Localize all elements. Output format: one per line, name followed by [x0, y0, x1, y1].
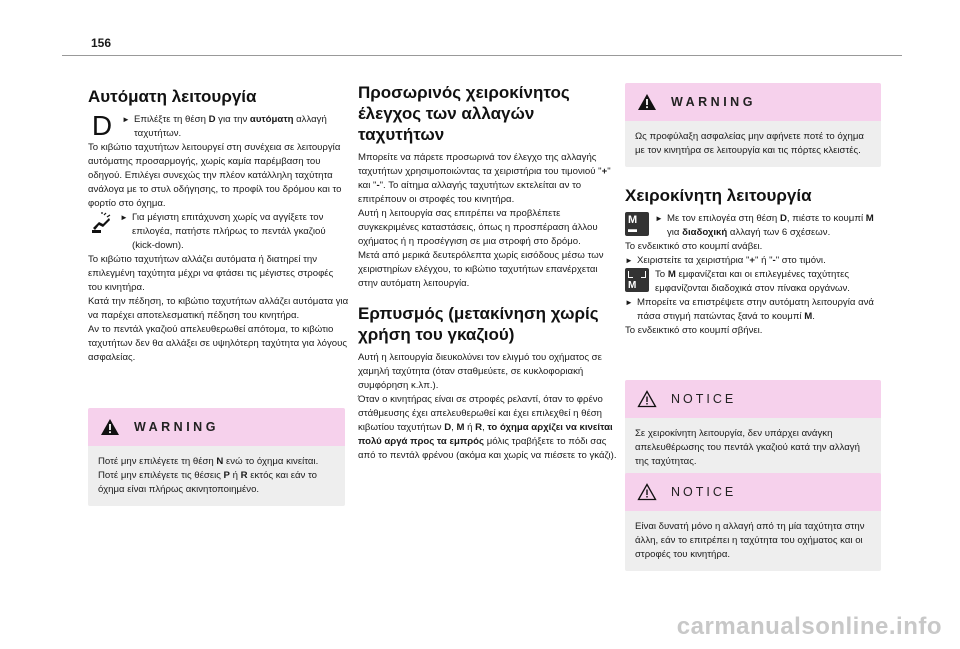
warning-label: WARNING — [134, 420, 219, 434]
paragraph-adaptive: Το κιβώτιο ταχυτήτων λειτουργεί στη συνέχεια σε λειτουργία αυτόματης προσαρμογής, χωρίς καμία παρέμβαση του οδηγού. Επιλέγει συνεχώς την πλέον κατάλληλη ταχύτητα ανάλογα με το στυλ οδήγησης, το προφίλ του δρόμου και το φορτίο στο όχημα. — [88, 142, 342, 209]
text-fragment: εκτός και εάν το όχημα είναι πλήρως ακινητοποιημένο. — [98, 470, 318, 495]
paragraph-gearbox-hold: Το κιβώτιο ταχυτήτων αλλάζει αυτόματα ή διατηρεί την επιλεγμένη ταχύτητα μέχρι να φτάσει τις μέγιστες στροφές του κινητήρα. — [88, 254, 334, 293]
text-fragment: Με τον επιλογέα στη θέση — [667, 213, 780, 224]
text-fragment: " και " — [358, 166, 611, 191]
warning-triangle-icon — [100, 418, 120, 436]
text-fragment: Μπορείτε να επιστρέψετε στην αυτόματη λειτουργία ανά πάσα στιγμή πατώντας ξανά το κουμπί — [637, 297, 874, 322]
notice-triangle-icon — [637, 390, 657, 408]
pedal-foot-icon — [88, 211, 114, 237]
text-bold: διαδοχική — [682, 227, 728, 238]
text-fragment: Επιλέξτε τη θέση — [134, 114, 209, 125]
text-bold: το όχημα αρχίζει να κινείται πολύ αργά προς τα εμπρός — [358, 422, 613, 447]
m-display-text — [655, 268, 887, 296]
column-temporary-manual — [358, 82, 620, 463]
text-fragment: για την — [215, 114, 250, 125]
text-bold: M — [804, 311, 813, 322]
text-fragment: ή — [464, 422, 476, 433]
text-bold: αυτόματη — [249, 114, 294, 125]
text-fragment: ενώ το όχημα κινείται. Ποτέ μην επιλέγετε τις θέσεις — [98, 456, 319, 481]
text-bold: + — [749, 255, 756, 266]
section-title-manual-mode: Χειροκίνητη λειτουργία — [625, 186, 812, 205]
warning-label: WARNING — [671, 95, 756, 109]
step-kickdown — [88, 211, 350, 253]
text-fragment: ή — [229, 470, 241, 481]
text-fragment: αλλαγή ταχυτήτων. — [134, 114, 327, 139]
paragraph-creep-conditions — [358, 393, 620, 463]
step-return-auto — [625, 296, 887, 324]
warning-box-engine-running — [625, 83, 881, 167]
paragraph-indicator-off: Το ενδεικτικό στο κουμπί σβήνει. — [625, 325, 763, 336]
paragraph-accelerator-release: Αν το πεντάλ γκαζιού απελευθερωθεί απότομα, το κιβώτιο ταχυτήτων δεν θα αλλάξει σε υψηλότερη ταχύτητα για λόγους ασφαλείας. — [88, 324, 348, 363]
step-press-m-text — [655, 212, 887, 240]
gear-d-icon: D — [91, 110, 113, 141]
step-kickdown-text: ► Για μέγιστη επιτάχυνση χωρίς να αγγίξετε τον επιλογέα, πατήστε πλήρως το πεντάλ γκαζιού (kick-down). — [120, 211, 350, 253]
text-bold: M — [667, 269, 676, 280]
watermark: carmanualsonline.info — [676, 613, 942, 640]
icon-underline: ▬ — [628, 224, 637, 234]
header-divider — [62, 55, 902, 56]
warning-header — [88, 408, 345, 446]
text-fragment: Το — [655, 269, 668, 280]
section-title-automatic-mode: Αυτόματη λειτουργία — [88, 87, 257, 106]
paragraph-anticipate: Αυτή η λειτουργία σας επιτρέπει να προβλέπετε συγκεκριμένες καταστάσεις, όπως η προσπέραση άλλου οχήματος ή η προσέγγιση σε μια στροφή στο δρόμο. — [358, 208, 598, 247]
warning-triangle-icon — [637, 93, 657, 111]
text-fragment: , — [482, 422, 488, 433]
warning-body: Ως προφύλαξη ασφαλείας μην αφήνετε ποτέ το όχημα με τον κινητήρα σε λειτουργία και τις πόρτες κλειστές. — [625, 121, 881, 167]
text-fragment: Ποτέ μην επιλέγετε τη θέση — [98, 456, 217, 467]
text-fragment: " ή " — [755, 255, 773, 266]
text-fragment: Όταν ο κινητήρας είναι σε στροφές ρελαντί, όταν το φρένο στάθμευσης έχει απελευθερωθεί και έχει επιλεχθεί η θέση κιβωτίου ταχυτήτων — [358, 394, 603, 433]
warning-header — [625, 83, 881, 121]
step-steering-controls — [625, 254, 887, 268]
text-fragment: " στο τιμόνι. — [775, 255, 826, 266]
text-fragment: . — [812, 311, 815, 322]
text-bold: D — [444, 422, 452, 433]
step-press-m — [625, 212, 887, 240]
icon-letter: M — [628, 214, 638, 226]
paragraph-braking: Κατά την πέδηση, το κιβώτιο ταχυτήτων αλλάζει αυτόματα για να παρέχει αποτελεσματική πέδηση του κινητήρα. — [88, 296, 349, 321]
section-title-temporary-manual: Προσωρινός χειροκίνητος έλεγχος των αλλαγών ταχυτήτων — [358, 83, 570, 144]
section-title-creep: Ερπυσμός (μετακίνηση χωρίς χρήση του γκαζιού) — [358, 304, 599, 344]
text-fragment: Χειριστείτε τα χειριστήρια " — [637, 255, 750, 266]
text-bold: P — [223, 470, 230, 481]
notice-label: NOTICE — [671, 485, 737, 499]
paragraph-indicator-on: Το ενδεικτικό στο κουμπί ανάβει. — [625, 241, 763, 252]
step-select-d-text — [122, 113, 350, 141]
text-bold: D — [208, 114, 216, 125]
text-bold: M — [865, 213, 874, 224]
warning-body — [88, 446, 345, 506]
column-manual-mode — [625, 185, 887, 338]
warning-box-gear-selection — [88, 408, 345, 506]
text-fragment: εμφανίζεται και οι επιλεγμένες ταχύτητες εμφανίζονται διαδοχικά στον πίνακα οργάνων. — [655, 269, 850, 294]
text-bold: D — [779, 213, 787, 224]
paragraph-temporary-control — [358, 151, 620, 207]
notice-header — [625, 380, 881, 418]
text-fragment: ". Το αίτημα αλλαγής ταχυτήτων εκτελείται αν το επιτρέπουν οι στροφές του κινητήρα. — [358, 180, 582, 205]
notice-triangle-icon — [637, 483, 657, 501]
text-bold: N — [216, 456, 224, 467]
instrument-m-display-icon — [625, 268, 649, 292]
notice-label: NOTICE — [671, 392, 737, 406]
text-fragment: , πιέστε το κουμπί — [786, 213, 866, 224]
page-number: 156 — [91, 36, 112, 50]
text-bold: M — [456, 422, 465, 433]
step-select-d — [88, 110, 350, 141]
text-fragment: για — [667, 227, 683, 238]
notice-box-gear-step — [625, 473, 881, 571]
notice-body: Σε χειροκίνητη λειτουργία, δεν υπάρχει ανάγκη απελευθέρωσης του πεντάλ γκαζιού κατά την αλλαγή της ταχύτητας. — [625, 418, 881, 478]
text-bold: - — [376, 180, 380, 191]
text-fragment: , — [451, 422, 457, 433]
text-bold: R — [240, 470, 248, 481]
icon-bracket-left — [628, 271, 633, 278]
text-fragment: μόλις τραβήξετε το πόδι σας από το πεντάλ φρένου (ακόμα και χωρίς να πιέσετε το γκάζι). — [358, 436, 617, 461]
m-display-block — [625, 268, 887, 296]
text-bold: - — [772, 255, 776, 266]
icon-letter: M — [628, 280, 637, 291]
paragraph-creep-intro: Αυτή η λειτουργία διευκολύνει τον ελιγμό του οχήματος σε χαμηλή ταχύτητα (όταν σταθμεύετε, σε κυκλοφοριακή συμφόρηση κ.λπ.). — [358, 352, 602, 391]
text-fragment: Μπορείτε να πάρετε προσωρινά τον έλεγχο της αλλαγής ταχυτήτων χρησιμοποιώντας τα χειριστήρια του τιμονιού " — [358, 152, 602, 177]
text-bold: R — [475, 422, 483, 433]
text-bold: + — [601, 166, 608, 177]
notice-header — [625, 473, 881, 511]
paragraph-return-auto: Μετά από μερικά δευτερόλεπτα χωρίς εισόδους μέσω των χειριστηρίων ελέγχου, το κιβώτιο ταχυτήτων επανέρχεται στην αυτόματη λειτουργία. — [358, 250, 604, 289]
notice-box-accelerator — [625, 380, 881, 478]
column-automatic-mode — [88, 82, 350, 365]
icon-bracket-right — [641, 271, 646, 278]
notice-body: Είναι δυνατή μόνο η αλλαγή από τη μία ταχύτητα στην άλλη, εάν το επιτρέπει η ταχύτητα του οχήματος και οι στροφές του κινητήρα. — [625, 511, 881, 571]
text-fragment: αλλαγή των 6 σχέσεων. — [727, 227, 831, 238]
m-button-icon — [625, 212, 649, 236]
